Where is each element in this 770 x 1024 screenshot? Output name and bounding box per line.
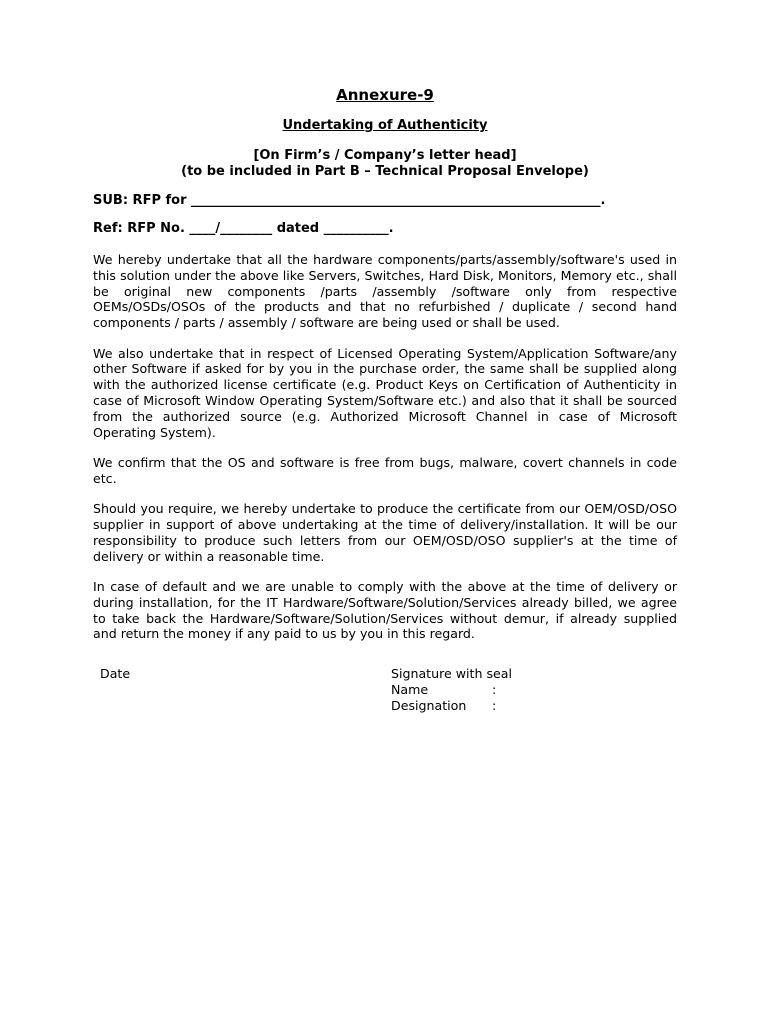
body-text [93,252,677,657]
reference-line: Ref: RFP No. ____/________ dated __________. [93,221,394,236]
paragraph-default: In case of default and we are unable to comply with the above at the time of delivery or during installation, for the IT Hardware/Software/Solution/Services already billed, we agree to take back the Hardware/Software/Solution/Services without demur, if already supplied and return the money if any paid to us by you in this regard. [93,578,677,642]
designation-row [391,698,631,714]
name-colon: : [492,681,497,697]
letterhead-line-1: [On Firm’s / Company’s letter head] [253,148,517,163]
paragraph-licensed-software: We also undertake that in respect of Licensed Operating System/Application Software/any other Software if asked for by you in the purchase order, the same shall be supplied along with the authorized license certificate (e.g. Product Keys on Certification of Authenticity in case of Microsoft Window Operating System/Software etc.) and also that it shall be sourced from the authorized source (e.g. Authorized Microsoft Channel in case of Microsoft Operating System). [93,345,677,440]
name-label: Name [391,681,429,697]
subject-line: SUB: RFP for _______________________________________________________________. [93,193,606,208]
paragraph-original-components: We hereby undertake that all the hardware components/parts/assembly/software's used in this solution under the above like Servers, Switches, Hard Disk, Monitors, Memory etc., shall be original new components /parts /assembly /software only from respective OEMs/OSDs/OSOs of the products and that no refurbished / duplicate / second hand components / parts / assembly / software are being used or shall be used. [93,252,677,331]
paragraph-os-free-from-bugs: We confirm that the OS and software is free from bugs, malware, covert channels in code etc. [93,454,677,486]
designation-colon: : [492,697,497,713]
letterhead-note [0,148,770,180]
date-label: Date [100,666,131,681]
designation-label: Designation [391,697,467,713]
letterhead-line-2: (to be included in Part B – Technical Proposal Envelope) [181,164,589,179]
signature-with-seal-label: Signature with seal [391,666,513,681]
annexure-title: Annexure-9 [336,86,434,104]
paragraph-certificate: Should you require, we hereby undertake to produce the certificate from our OEM/OSD/OSO supplier in support of above undertaking at the time of delivery/installation. It will be our responsibility to produce such letters from our OEM/OSD/OSO supplier's at the time of delivery or within a reasonable time. [93,501,677,564]
signature-fields [391,666,631,713]
name-row [391,682,631,698]
undertaking-subtitle: Undertaking of Authenticity [282,118,488,133]
